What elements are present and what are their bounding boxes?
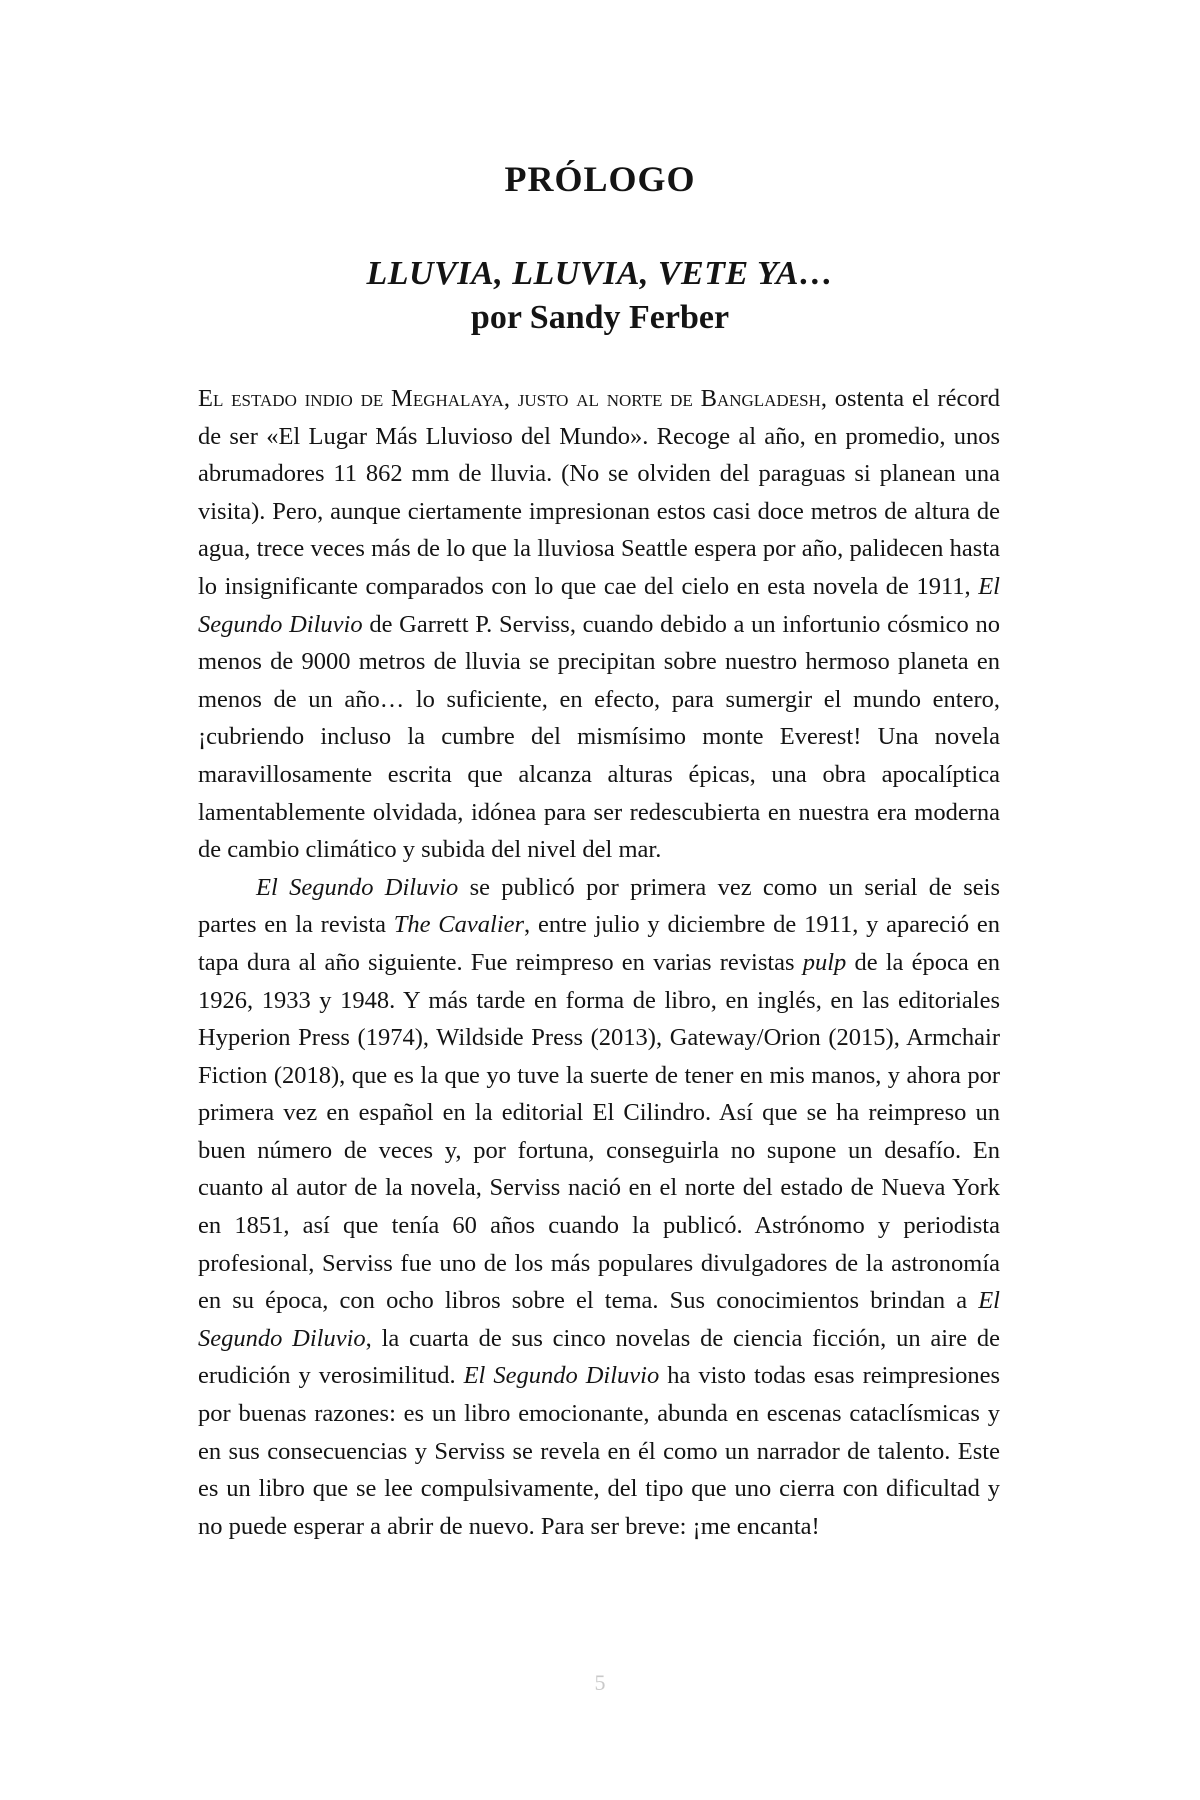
paragraph-text: , la cuarta de sus cinco novelas de ciencia ficción, un aire de erudición y verosimilitud. — [198, 1324, 1000, 1390]
essay-title-block — [0, 252, 1200, 340]
italic-term: pulp — [802, 948, 847, 976]
paragraph-text: ostenta el récord de ser «El Lugar Más Lluvioso del Mundo». Recoge al año, en promedio, unos abrumadores 11 862 mm de lluvia. (No se olviden del paraguas si planean una visita). Pero, aunque ciertamente impresionan estos casi doce metros de altura de agua, trece veces más de lo que la lluviosa Seattle espera por año, palidecen hasta lo insignificante comparados con lo que cae del cielo en esta novela de 1911, — [198, 385, 1000, 600]
small-caps-lead-in: El estado indio de Meghalaya, justo al norte de Bangladesh, — [198, 385, 827, 412]
paragraph-2 — [198, 869, 1000, 1546]
paragraph-text: se publicó por primera vez como un serial de seis partes en la revista — [198, 873, 1000, 939]
paragraph-text: de Garrett P. Serviss, cuando debido a un infortunio cósmico no menos de 9000 metros de lluvia se precipitan sobre nuestro hermoso planeta en menos de un año… lo suficiente, en efecto, para sumergir el mundo entero, ¡cubriendo incluso la cumbre del mismísimo monte Everest! Una novela maravillosamente escrita que alcanza alturas épicas, una obra apocalíptica lamentablemente olvidada, idónea para ser redescubierta en nuestra era moderna de cambio climático y subida del nivel del mar. — [198, 610, 1000, 864]
italic-book-title: El Segundo Diluvio — [198, 572, 1000, 638]
italic-book-title: El Segundo Diluvio — [256, 873, 459, 901]
page-number: 5 — [594, 1670, 606, 1695]
essay-author: por Sandy Ferber — [470, 299, 730, 336]
body-text — [198, 380, 1000, 1545]
paragraph-text: de la época en 1926, 1933 y 1948. Y más tarde en forma de libro, en inglés, en las editoriales Hyperion Press (1974), Wildside Press (2013), Gateway/Orion (2015), Armchair Fiction (2018), que es la que yo tuve la suerte de tener en mis manos, y ahora por primera vez en español en la editorial El Cilindro. Así que se ha reimpreso un buen número de veces y, por fortuna, conseguirla no supone un desafío. En cuanto al autor de la novela, Serviss nació en el norte del estado de Nueva York en 1851, así que tenía 60 años cuando la publicó. Astrónomo y periodista profesional, Serviss fue uno de los más populares divulgadores de la astronomía en su época, con ocho libros sobre el tema. Sus conocimientos brindan a — [198, 948, 1000, 1315]
italic-book-title: El Segundo Diluvio — [463, 1362, 660, 1390]
italic-book-title: El Segundo Diluvio — [198, 1287, 1000, 1352]
chapter-heading: PRÓLOGO — [504, 159, 696, 199]
paragraph-text: ha visto todas esas reimpresiones por buenas razones: es un libro emocionante, abunda en escenas cataclísmicas y en sus consecuencias y Serviss se revela en él como un narrador de talento. Este es un libro que se lee compulsivamente, del tipo que uno cierra con dificultad y no puede esperar a abrir de nuevo. Para ser breve: ¡me encanta! — [198, 1362, 1000, 1540]
italic-magazine-title: The Cavalier — [393, 911, 525, 939]
essay-title: LLUVIA, LLUVIA, VETE YA… — [366, 255, 834, 292]
paragraph-1 — [198, 380, 1000, 869]
paragraph-text: , entre julio y diciembre de 1911, y apareció en tapa dura al año siguiente. Fue reimpreso en varias revistas — [198, 911, 1001, 976]
